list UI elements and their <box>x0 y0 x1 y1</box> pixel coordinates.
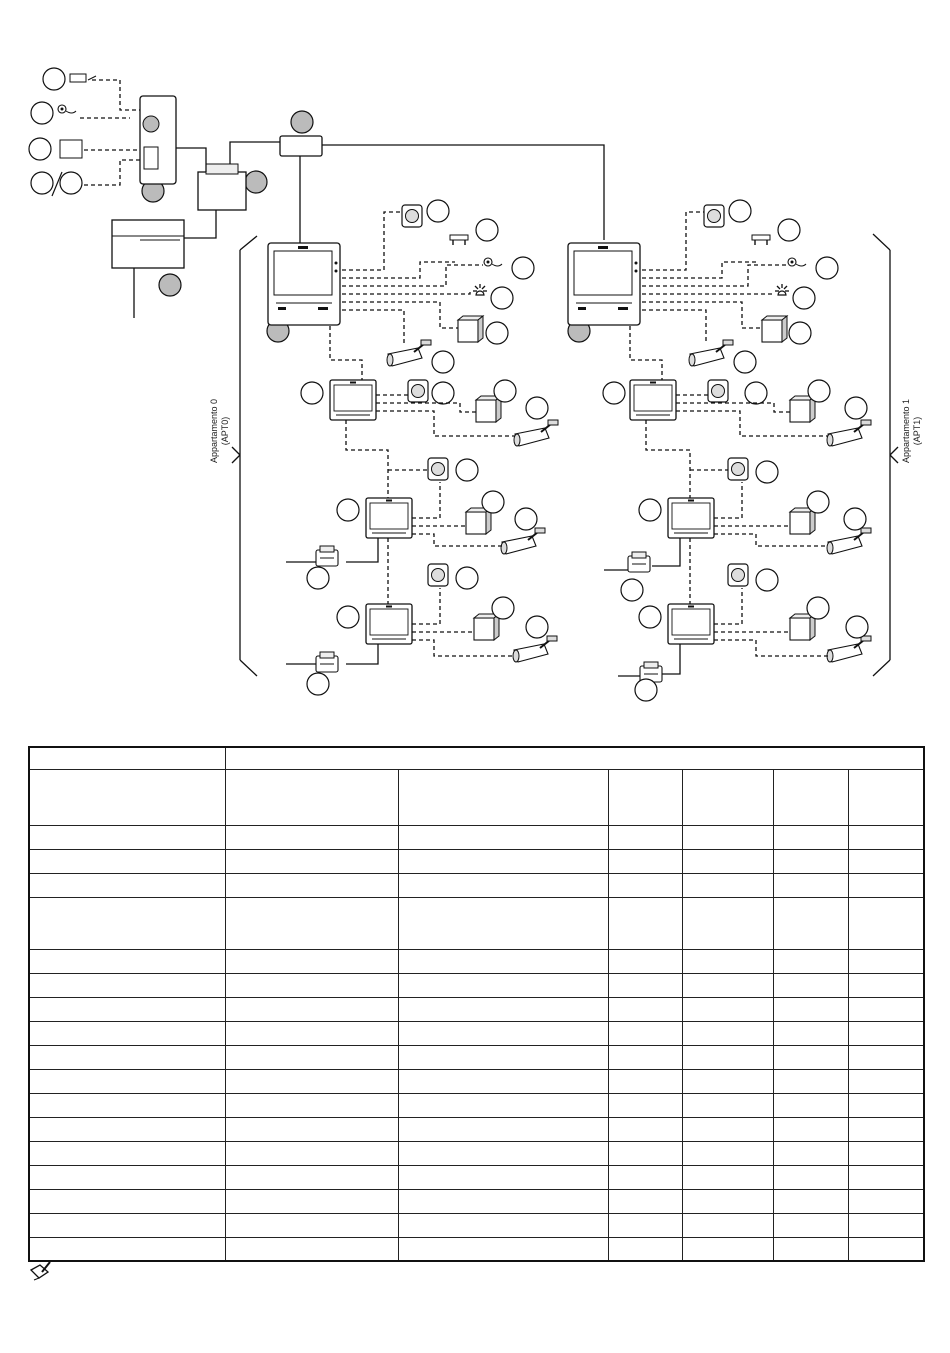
table-cell <box>398 1237 608 1261</box>
table-cell <box>682 1021 773 1045</box>
table-cell <box>398 997 608 1021</box>
table-cell <box>29 1141 225 1165</box>
table-row <box>29 1165 924 1189</box>
table-cell <box>398 1069 608 1093</box>
table-cell <box>29 1117 225 1141</box>
table-cell <box>848 1213 924 1237</box>
table-row <box>29 1237 924 1261</box>
table-cell <box>682 1237 773 1261</box>
table-cell <box>848 997 924 1021</box>
table-row <box>29 825 924 849</box>
table-cell <box>29 973 225 997</box>
note-pencil-icon <box>28 1260 52 1282</box>
table-row <box>29 1069 924 1093</box>
table-cell <box>848 949 924 973</box>
table-cell <box>682 1045 773 1069</box>
table-cell <box>773 997 848 1021</box>
table-cell <box>848 769 924 825</box>
table-cell <box>225 1189 398 1213</box>
table-cell <box>608 1189 682 1213</box>
table-cell <box>29 897 225 949</box>
table-cell <box>773 1093 848 1117</box>
table-cell <box>773 873 848 897</box>
table-cell <box>398 769 608 825</box>
table-cell <box>608 849 682 873</box>
table-cell <box>225 1093 398 1117</box>
table-cell <box>225 949 398 973</box>
table-row <box>29 1117 924 1141</box>
spec-table-body <box>29 747 924 1261</box>
table-cell <box>398 973 608 997</box>
table-cell <box>225 769 398 825</box>
table-cell <box>773 897 848 949</box>
table-cell <box>398 1213 608 1237</box>
table-cell <box>682 849 773 873</box>
table-cell <box>225 1213 398 1237</box>
apartment-1-devices <box>568 200 871 701</box>
table-cell <box>773 1117 848 1141</box>
table-cell <box>608 1165 682 1189</box>
table-cell <box>608 1093 682 1117</box>
apartment-0-title: Appartamento 0 <box>209 398 219 464</box>
table-cell <box>398 1165 608 1189</box>
table-cell <box>608 1237 682 1261</box>
table-cell <box>773 949 848 973</box>
table-cell <box>398 1141 608 1165</box>
table-cell <box>608 1069 682 1093</box>
table-row <box>29 849 924 873</box>
table-cell <box>398 825 608 849</box>
table-cell <box>682 949 773 973</box>
table-cell <box>773 973 848 997</box>
table-cell <box>773 1141 848 1165</box>
table-cell <box>682 897 773 949</box>
table-cell <box>29 873 225 897</box>
table-cell <box>398 949 608 973</box>
table-row <box>29 873 924 897</box>
table-cell <box>682 825 773 849</box>
table-row <box>29 1093 924 1117</box>
table-cell <box>773 1021 848 1045</box>
table-cell <box>608 825 682 849</box>
table-cell <box>682 1189 773 1213</box>
table-cell <box>225 997 398 1021</box>
apartment-1-code: (APT1) <box>912 416 922 446</box>
table-cell <box>682 1069 773 1093</box>
table-cell <box>682 769 773 825</box>
table-cell <box>848 897 924 949</box>
apartment-0-code: (APT0) <box>220 416 230 446</box>
table-cell <box>608 1045 682 1069</box>
table-cell <box>225 1069 398 1093</box>
table-cell <box>682 997 773 1021</box>
table-cell <box>29 747 225 769</box>
table-cell <box>29 769 225 825</box>
table-cell <box>398 897 608 949</box>
table-cell <box>608 1117 682 1141</box>
table-cell <box>608 1213 682 1237</box>
table-cell <box>848 825 924 849</box>
table-cell <box>608 769 682 825</box>
apartment-1-title: Appartamento 1 <box>901 398 911 464</box>
table-cell <box>848 1237 924 1261</box>
table-cell <box>398 873 608 897</box>
table-cell <box>682 973 773 997</box>
table-cell <box>225 1237 398 1261</box>
table-cell <box>773 1189 848 1213</box>
table-cell <box>608 1141 682 1165</box>
table-row <box>29 1045 924 1069</box>
table-row <box>29 897 924 949</box>
table-row <box>29 997 924 1021</box>
table-cell <box>29 1021 225 1045</box>
table-cell <box>773 849 848 873</box>
table-cell <box>225 825 398 849</box>
table-cell <box>29 1045 225 1069</box>
table-cell <box>773 1165 848 1189</box>
table-cell <box>398 849 608 873</box>
table-cell <box>225 1165 398 1189</box>
table-cell <box>398 1189 608 1213</box>
table-cell <box>848 873 924 897</box>
table-cell <box>848 1069 924 1093</box>
table-cell <box>773 825 848 849</box>
table-cell <box>29 1165 225 1189</box>
table-cell <box>608 949 682 973</box>
table-cell <box>682 1093 773 1117</box>
table-row <box>29 1141 924 1165</box>
table-cell <box>773 1213 848 1237</box>
table-row <box>29 769 924 825</box>
table-cell <box>398 1093 608 1117</box>
table-cell <box>773 769 848 825</box>
table-cell <box>608 873 682 897</box>
table-cell <box>225 849 398 873</box>
table-cell <box>848 1093 924 1117</box>
table-row <box>29 747 924 769</box>
table-cell <box>682 873 773 897</box>
table-cell <box>225 747 924 769</box>
table-cell <box>29 997 225 1021</box>
table-cell <box>848 1165 924 1189</box>
table-cell <box>29 1237 225 1261</box>
table-cell <box>29 825 225 849</box>
table-row <box>29 1213 924 1237</box>
table-cell <box>773 1237 848 1261</box>
table-cell <box>225 873 398 897</box>
table-cell <box>29 1093 225 1117</box>
table-row <box>29 949 924 973</box>
table-cell <box>398 1117 608 1141</box>
table-cell <box>398 1045 608 1069</box>
table-row <box>29 973 924 997</box>
table-cell <box>848 1189 924 1213</box>
table-cell <box>773 1045 848 1069</box>
table-cell <box>848 1117 924 1141</box>
table-row <box>29 1189 924 1213</box>
table-cell <box>848 849 924 873</box>
table-cell <box>848 1021 924 1045</box>
apartment-0-devices <box>268 200 558 695</box>
table-cell <box>225 897 398 949</box>
table-cell <box>29 1189 225 1213</box>
spec-table <box>28 746 925 1262</box>
table-cell <box>848 1045 924 1069</box>
table-cell <box>29 949 225 973</box>
table-cell <box>773 1069 848 1093</box>
table-cell <box>225 1021 398 1045</box>
table-row <box>29 1021 924 1045</box>
table-cell <box>682 1117 773 1141</box>
table-cell <box>225 973 398 997</box>
table-cell <box>225 1117 398 1141</box>
table-cell <box>225 1141 398 1165</box>
table-cell <box>682 1141 773 1165</box>
table-cell <box>682 1213 773 1237</box>
table-cell <box>225 1045 398 1069</box>
table-cell <box>29 1213 225 1237</box>
table-cell <box>29 1069 225 1093</box>
table-cell <box>608 897 682 949</box>
table-cell <box>608 1021 682 1045</box>
table-cell <box>398 1021 608 1045</box>
table-cell <box>682 1165 773 1189</box>
table-cell <box>608 973 682 997</box>
table-cell <box>29 849 225 873</box>
table-cell <box>848 1141 924 1165</box>
table-cell <box>608 997 682 1021</box>
table-cell <box>848 973 924 997</box>
